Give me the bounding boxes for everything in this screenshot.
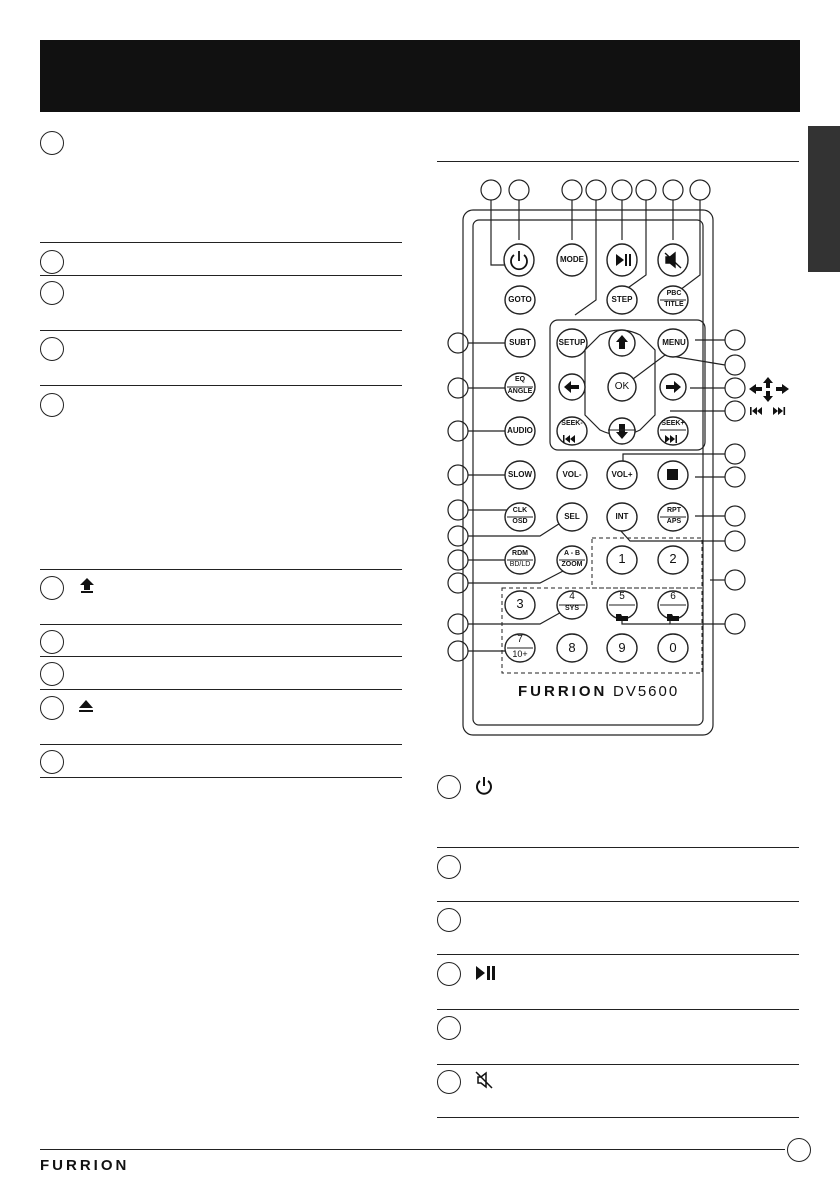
- play-pause-icon: [474, 964, 496, 982]
- num-6-label: 6: [670, 591, 676, 602]
- num-8-label: 8: [568, 640, 576, 655]
- divider: [437, 1064, 799, 1065]
- callout-circle: [437, 1016, 461, 1040]
- bd-ld-label: BD/LD: [509, 561, 531, 568]
- sel-label: SEL: [564, 512, 580, 521]
- step-label: STEP: [611, 295, 633, 304]
- callout-circle: [40, 250, 64, 274]
- divider: [437, 1009, 799, 1010]
- mode-label: MODE: [560, 255, 584, 264]
- remote-brand: FURRION: [518, 683, 608, 700]
- a-b-label: A - B: [563, 550, 581, 557]
- title-label: TITLE: [664, 301, 684, 308]
- callout-circle: [437, 962, 461, 986]
- num-7-label: 7: [517, 634, 523, 645]
- callout-circle: [40, 281, 64, 305]
- divider: [40, 689, 402, 690]
- divider: [437, 847, 799, 848]
- rpt-label: RPT: [667, 507, 681, 514]
- callout-circle: [40, 337, 64, 361]
- page-number-circle: [787, 1138, 811, 1162]
- callout-circle: [437, 908, 461, 932]
- clk-label: CLK: [512, 507, 528, 514]
- slow-label: SLOW: [508, 470, 532, 479]
- callout-circle: [40, 662, 64, 686]
- callout-circle: [437, 855, 461, 879]
- goto-label: GOTO: [508, 295, 532, 304]
- setup-label: SETUP: [558, 338, 586, 347]
- footer-logo: FURRION: [40, 1157, 130, 1174]
- divider: [437, 901, 799, 902]
- divider: [40, 744, 402, 745]
- divider: [40, 656, 402, 657]
- sys-label: SYS: [564, 605, 579, 612]
- divider: [40, 569, 402, 570]
- remote-diagram: [440, 175, 800, 740]
- divider: [40, 330, 402, 331]
- ten-plus-label: 10+: [512, 649, 528, 659]
- power-icon: [474, 775, 494, 797]
- callout-circle: [40, 576, 64, 600]
- divider: [40, 624, 402, 625]
- callout-circle: [40, 131, 64, 155]
- mute-icon: [474, 1070, 494, 1090]
- num-9-label: 9: [618, 640, 626, 655]
- osd-label: OSD: [512, 518, 528, 525]
- divider: [40, 777, 402, 778]
- eject-icon: [77, 697, 95, 715]
- divider: [437, 1117, 799, 1118]
- aps-label: APS: [666, 518, 682, 525]
- vol-plus-label: VOL+: [611, 470, 633, 479]
- num-3-label: 3: [516, 596, 524, 611]
- callout-circle: [40, 696, 64, 720]
- divider: [40, 275, 402, 276]
- side-tab: [808, 126, 840, 272]
- audio-label: AUDIO: [507, 426, 533, 435]
- divider: [40, 242, 402, 243]
- callout-circle: [437, 775, 461, 799]
- home-eject-icon: [77, 575, 97, 595]
- pbc-label: PBC: [666, 290, 682, 297]
- divider: [437, 954, 799, 955]
- zoom-label: ZOOM: [561, 561, 583, 568]
- arrows-icon: [749, 377, 789, 402]
- num-2-label: 2: [669, 551, 677, 566]
- footer-rule: [40, 1149, 785, 1150]
- subt-label: SUBT: [509, 338, 531, 347]
- callout-circle: [40, 393, 64, 417]
- rdm-label: RDM: [512, 550, 528, 557]
- callout-circle: [437, 1070, 461, 1094]
- remote-model: DV5600: [613, 683, 680, 700]
- seek-plus-label: SEEK+: [661, 420, 685, 427]
- eq-label: EQ: [514, 376, 526, 383]
- ok-label: OK: [614, 381, 630, 392]
- num-4-label: 4: [569, 591, 575, 602]
- section-rule: [437, 161, 799, 162]
- header-bar: [40, 40, 800, 112]
- angle-label: ANGLE: [507, 388, 533, 395]
- vol-minus-label: VOL-: [562, 470, 582, 479]
- divider: [40, 385, 402, 386]
- num-1-label: 1: [618, 551, 626, 566]
- callout-circle: [40, 630, 64, 654]
- menu-label: MENU: [662, 338, 686, 347]
- seek-minus-label: SEEK-: [561, 420, 583, 427]
- int-label: INT: [615, 512, 629, 521]
- skip-icon: [750, 407, 785, 415]
- num-0-label: 0: [669, 640, 677, 655]
- num-5-label: 5: [619, 591, 625, 602]
- callout-circle: [40, 750, 64, 774]
